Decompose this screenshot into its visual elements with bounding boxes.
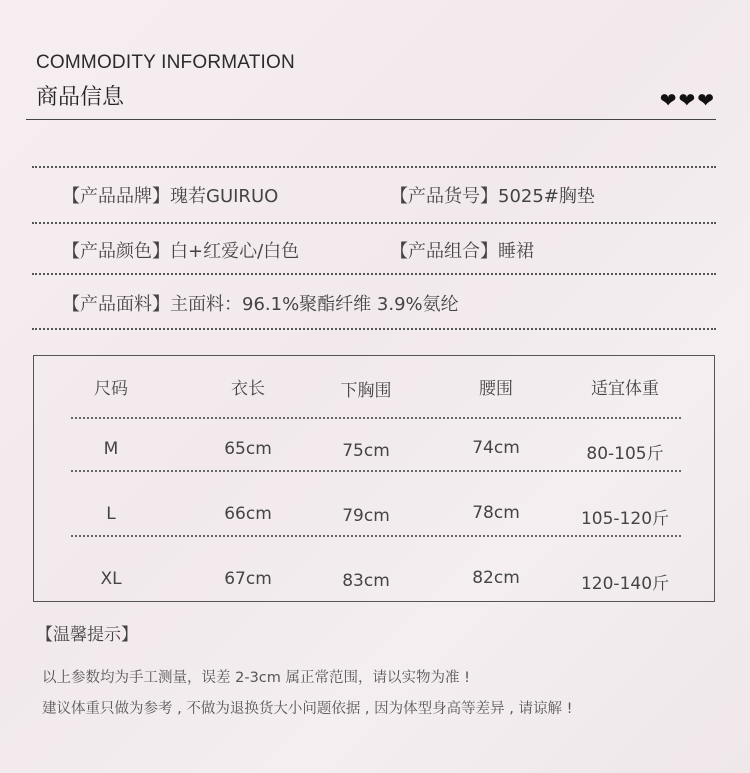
table-cell: 105-120斤 [580, 509, 670, 529]
info-brand: 【产品品牌】瑰若GUIRUO [62, 186, 279, 207]
size-table [33, 355, 715, 602]
table-divider [71, 535, 681, 537]
dotted-divider [32, 328, 716, 330]
table-cell: L [106, 504, 116, 524]
hearts-decoration: ❤❤❤ [659, 88, 716, 112]
table-cell: 83cm [342, 571, 390, 591]
info-color: 【产品颜色】白+红爱心/白色 [62, 241, 300, 262]
header-underbust: 下胸围 [340, 381, 392, 401]
table-cell: M [103, 439, 119, 459]
table-cell: 74cm [472, 438, 520, 458]
dotted-divider [32, 273, 716, 275]
table-cell: 120-140斤 [580, 574, 670, 594]
header-size: 尺码 [94, 379, 128, 399]
header-weight: 适宜体重 [591, 379, 659, 399]
info-item-number: 【产品货号】5025#胸垫 [390, 186, 595, 207]
table-cell: 65cm [224, 439, 272, 459]
tips-title: 【温馨提示】 [36, 625, 138, 645]
table-cell: 82cm [472, 568, 520, 588]
title-divider [26, 119, 716, 120]
info-combo: 【产品组合】睡裙 [390, 241, 534, 262]
table-cell: 67cm [224, 569, 272, 589]
table-cell: 66cm [224, 504, 272, 524]
title-chinese: 商品信息 [36, 85, 125, 110]
tips-line: 以上参数均为手工测量，误差 2-3cm 属正常范围，请以实物为准 ! [42, 670, 470, 686]
title-english: COMMODITY INFORMATION [36, 52, 295, 73]
tips-line: 建议体重只做为参考 , 不做为退换货大小问题依据 , 因为体型身高等差异 , 请谅解 ! [42, 701, 573, 717]
dotted-divider [32, 222, 716, 224]
table-cell: 79cm [342, 506, 390, 526]
table-cell: 78cm [472, 503, 520, 523]
dotted-divider [32, 166, 716, 168]
table-cell: 80-105斤 [586, 444, 664, 464]
table-cell: 75cm [342, 441, 390, 461]
table-divider [71, 470, 681, 472]
table-cell: XL [100, 569, 122, 589]
header-waist: 腰围 [479, 379, 513, 399]
info-fabric: 【产品面料】主面料：96.1%聚酯纤维 3.9%氨纶 [62, 294, 459, 315]
header-length: 衣长 [231, 379, 265, 399]
table-divider [71, 417, 681, 419]
